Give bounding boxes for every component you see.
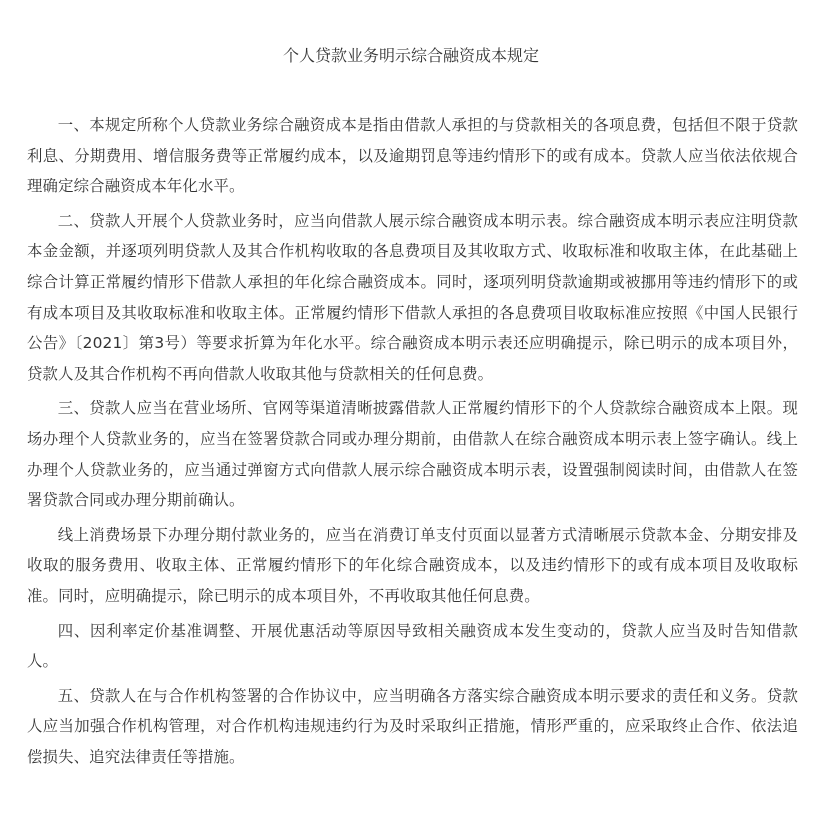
document-title: 个人贷款业务明示综合融资成本规定 xyxy=(282,46,539,65)
document-body xyxy=(27,110,798,776)
paragraph-3: 三、贷款人应当在营业场所、官网等渠道清晰披露借款人正常履约情形下的个人贷款综合融资成本上限。现场办理个人贷款业务的，应当在签署贷款合同或办理分期前，由借款人在综合融资成本明示表上签字确认。线上办理个人贷款业务的，应当通过弹窗方式向借款人展示综合融资成本明示表，设置强制阅读时间，由借款人在签署贷款合同或办理分期前确认。 xyxy=(27,399,798,510)
paragraph-4: 线上消费场景下办理分期付款业务的，应当在消费订单支付页面以显著方式清晰展示贷款本金、分期安排及收取的服务费用、收取主体、正常履约情形下的年化综合融资成本，以及违约情形下的或有成本项目及收取标准。同时，应明确提示，除已明示的成本项目外，不再收取其他任何息费。 xyxy=(27,525,798,605)
paragraph-5: 四、因利率定价基准调整、开展优惠活动等原因导致相关融资成本发生变动的，贷款人应当及时告知借款人。 xyxy=(27,621,798,671)
paragraph-2: 二、贷款人开展个人贷款业务时，应当向借款人展示综合融资成本明示表。综合融资成本明示表应注明贷款本金金额，并逐项列明贷款人及其合作机构收取的各息费项目及其收取方式、收取标准和收取主体，在此基础上综合计算正常履约情形下借款人承担的年化综合融资成本。同时，逐项列明贷款逾期或被挪用等违约情形下的或有成本项目及其收取标准和收取主体。正常履约情形下借款人承担的各息费项目收取标准应按照《中国人民银行公告》〔2021〕第3号）等要求折算为年化水平。综合融资成本明示表还应明确提示，除已明示的成本项目外，贷款人及其合作机构不再向借款人收取其他与贷款相关的任何息费。 xyxy=(27,211,798,383)
paragraph-1: 一、本规定所称个人贷款业务综合融资成本是指由借款人承担的与贷款相关的各项息费，包括但不限于贷款利息、分期费用、增信服务费等正常履约成本，以及逾期罚息等违约情形下的或有成本。贷款人应当依法依规合理确定综合融资成本年化水平。 xyxy=(27,116,798,196)
paragraph-6: 五、贷款人在与合作机构签署的合作协议中，应当明确各方落实综合融资成本明示要求的责任和义务。贷款人应当加强合作机构管理，对合作机构违规违约行为及时采取纠正措施，情形严重的，应采取终止合作、依法追偿损失、追究法律责任等措施。 xyxy=(27,686,798,766)
